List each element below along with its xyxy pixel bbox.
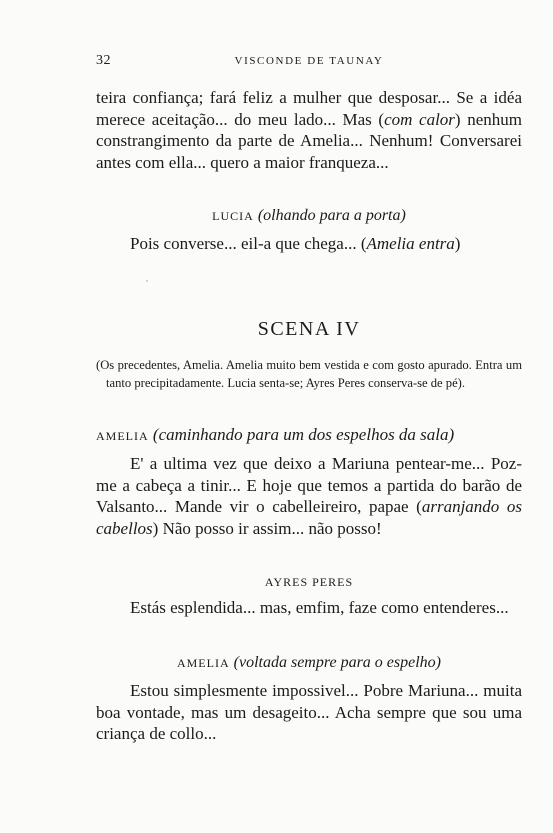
scene-title: SCENA IV (257, 318, 361, 340)
paper-speck (146, 280, 148, 282)
speaker-heading-amelia-2 (96, 654, 522, 672)
speech-text: Estou simplesmente impossivel... Pobre Mariuna... muita boa vontade, mas um desageito... Acha sempre que sou uma criança de collo... (96, 681, 522, 743)
speaker-heading-lucia (96, 207, 522, 225)
page-number: 32 (96, 53, 111, 68)
speaker-direction: (olhando para a porta) (257, 207, 406, 224)
speaker-heading-ayres-peres (96, 573, 522, 591)
speech-text: Estás esplendida... mas, emfim, faze como entenderes... (130, 598, 509, 617)
speaker-name: AMELIA (176, 656, 230, 670)
speaker-name: AYRES PERES (264, 575, 354, 589)
speaker-direction: (caminhando para um dos espelhos da sala) (152, 425, 455, 444)
speech-text: Pois converse... eil-a que chega... (Amelia entra) (130, 234, 461, 253)
speaker-name: AMELIA (96, 429, 149, 443)
stage-direction-inline: Amelia entra (366, 234, 455, 253)
stage-direction-inline: com calor (384, 109, 455, 129)
lucia-speech (96, 233, 522, 255)
amelia-speech (96, 453, 522, 539)
speaker-direction: (voltada sempre para o espelho) (233, 654, 442, 671)
ayres-peres-speech (96, 597, 522, 619)
amelia-speech-2 (96, 680, 522, 745)
stage-direction-inline: arranjando os cabellos (96, 497, 522, 538)
paragraph-continuation (96, 87, 522, 173)
speech-text: E' a ultima vez que deixo a Mariuna pentear-me... Poz-me a cabeça a tinir... E hoje que temos a partida do barão de Valsanto... Mande vir o cabelleireiro, papae (arranjando os cabellos) Não posso ir assim... não posso! (96, 454, 522, 538)
stage-direction: (Os precedentes, Amelia. Amelia muito bem vestida e com gosto apurado. Entra um tanto precipitadamente. Lucia senta-se; Ayres Peres conserva-se de pé). (96, 358, 522, 390)
speaker-name: LUCIA (212, 209, 254, 223)
page-header (96, 53, 522, 71)
continued-speech: teira confiança; fará feliz a mulher que desposar... Se a idéa merece aceitação... do meu lado... Mas (com calor) nenhum constrangimento da parte de Amelia... Nenhum! Conversarei antes com ella... quero a maior franqueza... (96, 88, 522, 172)
running-title: VISCONDE DE TAUNAY (234, 55, 384, 67)
speaker-heading-amelia (96, 424, 522, 448)
stage-direction-block (96, 356, 522, 392)
